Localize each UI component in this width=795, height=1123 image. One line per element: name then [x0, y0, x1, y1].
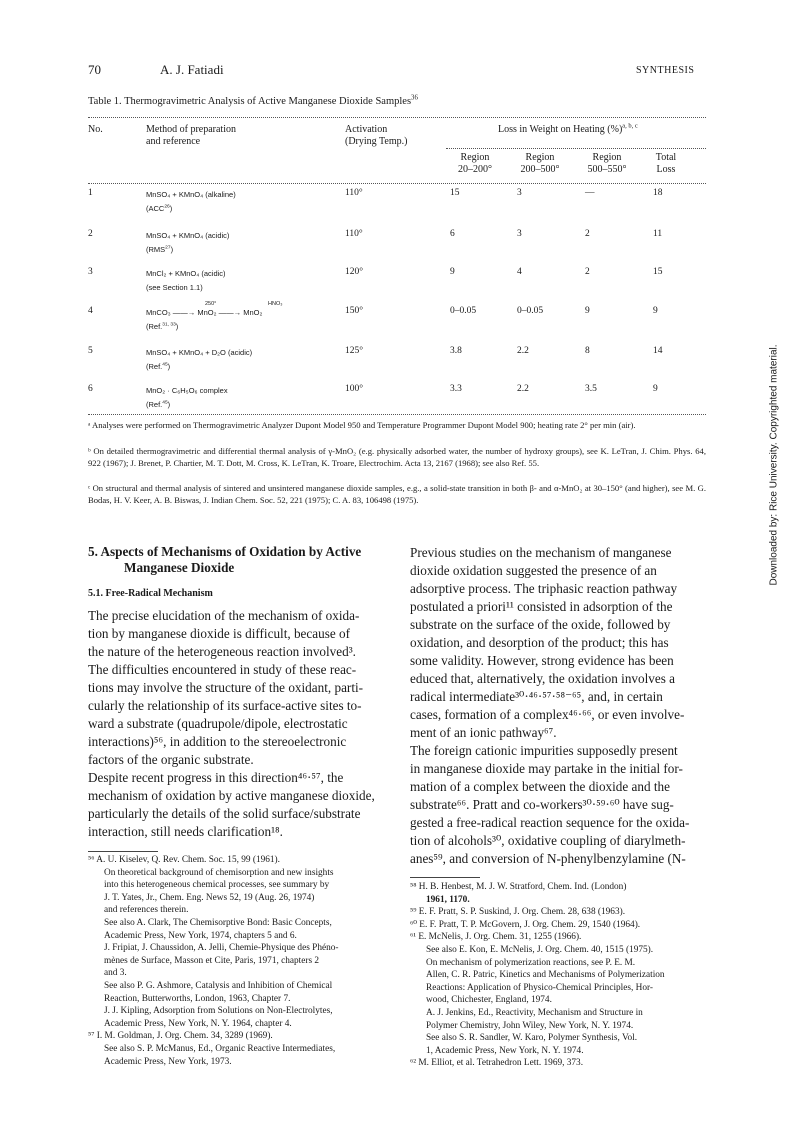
- sub-header-region-3: Region 500–550°: [587, 152, 627, 175]
- header-bottom-rule: [88, 183, 706, 184]
- section-title: 5. Aspects of Mechanisms of Oxidation by Active Manganese Dioxide: [88, 544, 362, 575]
- col-activation-header-2: (Drying Temp.): [345, 136, 408, 147]
- running-author: A. J. Fatiadi: [160, 62, 224, 77]
- col-method-header-1: Method of preparation: [146, 124, 236, 135]
- right-column-text: Previous studies on the mechanism of manganese dioxide oxidation suggested the presence of an adsorptive process. The triphasic reaction pathway postulated a priori¹¹ consisted in adsorption of the substrate on the surface of the oxide, followed by oxidation, and desorption of the product; this has some validity. However, strong evidence has been educed that, alternatively, the oxidation involves a radical intermediate³⁰·⁴⁶·⁵⁷·⁵⁸⁻⁶⁵, and, in certain cases, formation of a complex⁴⁶·⁶⁶, or even involve- ment of an ionic pathway⁶⁷. The foreign cationic impurities supposedly present in manganese dioxide may partake in the initial for- mation of a complex between the dioxide and the substrate⁶⁶. Pratt and co-workers³⁰·⁵⁹·⁶⁰ have sug- gested a free-radical reaction sequence for the oxida- tion of alcohols³⁰, oxidative coupling of diarylmeth- anes⁵⁹, and conversion of N-phenylbenzylamine (N-: [410, 545, 690, 866]
- table-footnote-b: ᵇ On detailed thermogravimetric and differential thermal analysis of γ-MnO₂ (e.g. physically adsorbed water, the number of hydroxy groups), see K. LeTran, J. Chim. Phys. 64, 922 (1967); J. Brenet, P. Chartier, M. T. Dott, M. Cross, K. LeTran, K. Troare, Electrochim. Acta 13, 2167 (1968); see also Ref. 55.: [88, 446, 706, 469]
- table-bottom-rule: [88, 414, 706, 415]
- right-references: ⁵⁸ H. B. Henbest, M. J. W. Stratford, Chem. Ind. (London) 1961, 1170. ⁵⁹ E. F. Pratt, S. P. Suskind, J. Org. Chem. 28, 638 (1963). ⁶⁰ E. F. Pratt, T. P. McGovern, J. Org. Chem. 29, 1540 (1964). ⁶¹ E. McNelis, J. Org. Chem. 31, 1255 (1966). See also E. Kon, E. McNelis, J. Org. Chem. 40, 1515 (1975). On mechanism of polymerization reactions, see P. E. M. Allen, C. R. Patric, Kinetics and Mechanisms of Polymerization Reactions: Application of Physico-Chemical Principles, Hor- wood, Chichester, England, 1974. A. J. Jenkins, Ed., Reactivity, Mechanism and Structure in Polymer Chemistry, John Wiley, New York, N. Y. 1974. See also S. R. Sandler, W. Karo, Polymer Synthesis, Vol. 1, Academic Press, New York, N. Y. 1974. ⁶² M. Elliot, et al. Tetrahedron Lett. 1969, 373.: [410, 882, 665, 1069]
- table-footnote-c: ᶜ On structural and thermal analysis of sintered and unsintered manganese dioxide samples, e.g., a solid-state transition in both β- and α-MnO₂ at 30–150° (and higher), see M. G. Bodas, H. V. Keer, A. B. Biswas, J. Indian Chem. Soc. 52, 221 (1975); C. A. 83, 106498 (1975).: [88, 483, 706, 506]
- col-method-header-2: and reference: [146, 136, 201, 147]
- running-journal: SYNTHESIS: [636, 65, 695, 76]
- col-loss-header: Loss in Weight on Heating (%)$^{a, b, c}$: [498, 122, 638, 135]
- page-number: 70: [88, 62, 101, 77]
- right-footnote-rule: [410, 877, 480, 878]
- col-activation-header-1: Activation: [345, 124, 388, 135]
- loss-header-rule: [446, 148, 706, 149]
- sub-header-region-2: Region 200–500°: [520, 152, 560, 175]
- table-title: Table 1. Thermogravimetric Analysis of Active Manganese Dioxide Samples$^{36}$: [88, 94, 418, 107]
- subsection-title: 5.1. Free-Radical Mechanism: [88, 588, 213, 599]
- sub-header-region-1: Region 20–200°: [458, 152, 492, 175]
- download-notice: Downloaded by: Rice University. Copyrighted material.: [768, 344, 780, 586]
- left-footnote-rule: [88, 851, 158, 852]
- table-top-rule: [88, 117, 706, 118]
- table-footnote-a: ᵃ Analyses were performed on Thermogravimetric Analyzer Dupont Model 950 and Temperature Programmer Dupont Model 900; heating rate 2° per min (air).: [88, 420, 636, 430]
- left-column-text: The precise elucidation of the mechanism of oxida- tion by manganese dioxide is difficult, because of the nature of the heterogeneous reaction involved³. The difficulties encountered in study of these reac- tions may involve the structure of the oxidant, parti- cularly the relationship of its surface-active sites to- ward a substrate (quadrupole/dipole, electrostatic interactions)⁵⁶, in addition to the stereoelectronic factors of the organic substrate. Despite recent progress in this direction⁴⁶·⁵⁷, the mechanism of oxidation by active manganese dioxide, particularly the details of the solid surface/substrate interaction, still needs clarification¹⁸.: [88, 608, 375, 839]
- arrow-label-1: 250°: [205, 301, 217, 307]
- col-no-header: No.: [88, 124, 103, 135]
- arrow-label-2: HNO₃: [268, 301, 283, 307]
- left-references: ⁵⁶ A. U. Kiselev, Q. Rev. Chem. Soc. 15, 99 (1961). On theoretical background of chemisorption and new insights into this heterogeneous chemical processes, see summary by J. T. Yates, Jr., Chem. Eng. News 52, 19 (Aug. 26, 1974) and references therein. See also A. Clark, The Chemisorptive Bond: Basic Concepts, Academic Press, New York, 1974, chapters 5 and 6. J. Fripiat, J. Chaussidon, A. Jelli, Chemie-Physique des Phéno- mènes de Surface, Masson et Cite, Paris, 1971, chapters 2 and 3. See also P. G. Ashmore, Catalysis and Inhibition of Chemical Reaction, Butterworths, London, 1963, Chapter 7. J. J. Kipling, Adsorption from Solutions on Non-Electrolytes, Academic Press, New York, N. Y. 1964, chapter 4. ⁵⁷ I. M. Goldman, J. Org. Chem. 34, 3289 (1969). See also S. P. McManus, Ed., Organic Reactive Intermediates, Academic Press, New York, 1973.: [88, 855, 339, 1067]
- sub-header-total: Total Loss: [655, 152, 677, 175]
